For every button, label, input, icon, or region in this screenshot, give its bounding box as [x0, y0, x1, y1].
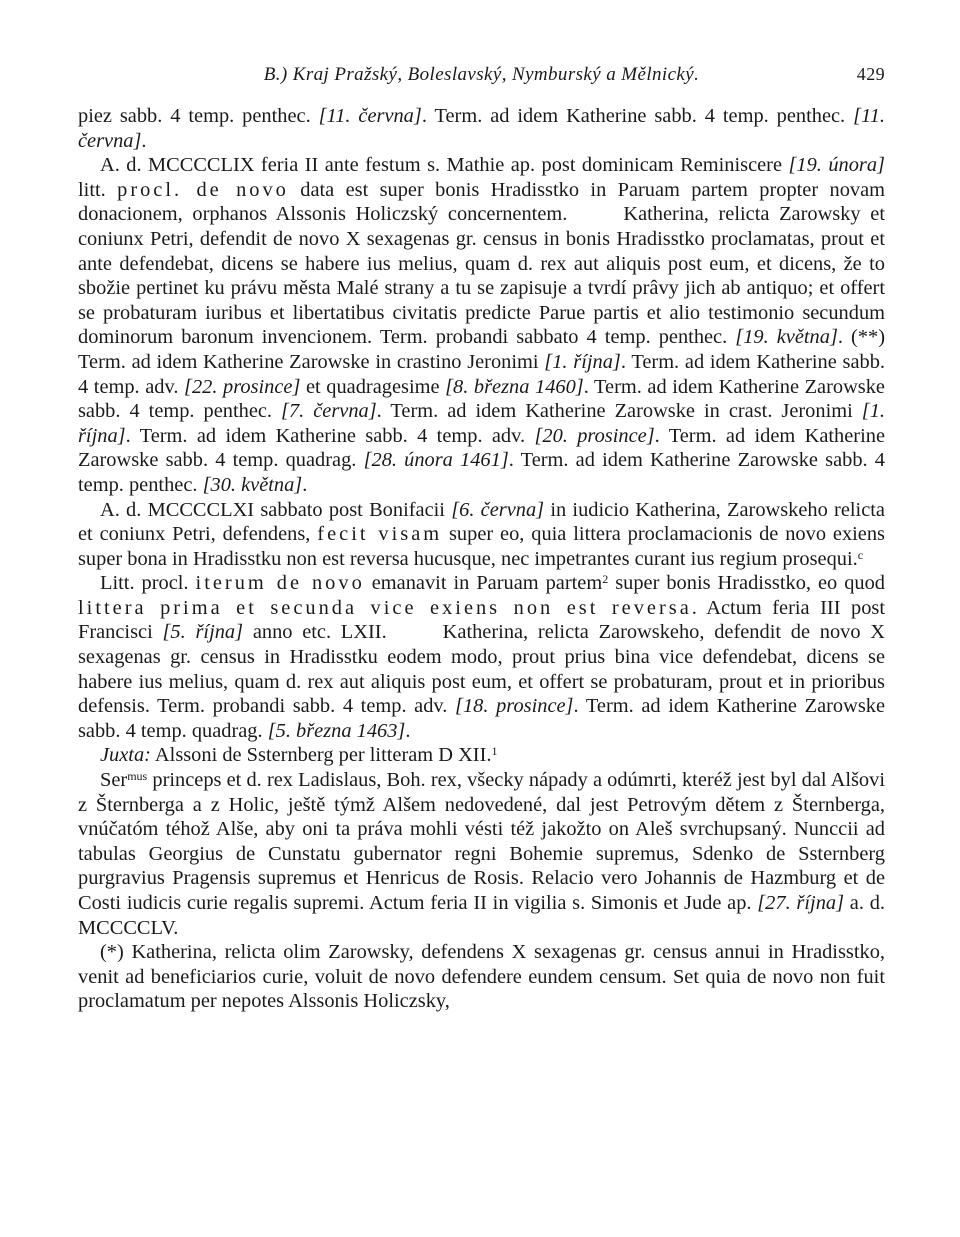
- date-annotation: [11. června]: [318, 105, 422, 127]
- paragraph: A. d. MCCCCLXI sabbato post Bonifacii [6. června] in iudicio Katherina, Zarowskeho relicta et coniunx Petri, defendens, fecit visam super eo, quia littera proclamacionis de novo exiens super bona in Hradisstku non est reversa hucusque, nec impetrantes curant ius regium prosequi.$^c$: [78, 498, 885, 570]
- date-annotation: [19. února]: [788, 154, 885, 177]
- spaced-text: iterum de novo: [195, 572, 365, 595]
- date-annotation: [28. února 1461]: [363, 449, 509, 472]
- date-annotation: [27. října]: [757, 892, 845, 914]
- paragraph: Litt. procl. iterum de novo emanavit in Paruam partem$^2$ super bonis Hradisstko, eo quod littera prima et secunda vice exiens non est reversa. Actum feria III post Francisci [5. října] anno etc. LXII. Katherina, relicta Zarowskeho, defendit de novo X sexagenas gr. census in Hradisstku eodem modo, prout prius bina vice defendebat, dicens se habere ius melius, quam d. rex aut aliquis post eum, et offert se probaturam, prout et in prioribus defensis. Term. probandi sabb. 4 temp. adv. [18. prosince]. Term. ad idem Katherine Zarowske sabb. 4 temp. quadrag. [5. března 1463].: [78, 572, 886, 742]
- spaced-text: fecit visam: [317, 523, 443, 546]
- spaced-text: procl. de novo: [117, 178, 289, 201]
- date-annotation: [22. prosince]: [184, 375, 301, 398]
- footnote-marker: c: [857, 547, 864, 562]
- page: [78, 60, 885, 1014]
- footnote-marker: 2: [602, 572, 609, 587]
- spaced-text: littera prima et secunda vice exiens non est reversa: [78, 596, 692, 619]
- paragraph: (*) Katherina, relicta olim Zarowsky, defendens X sexagenas gr. census annui in Hradisstko, venit ad beneficiarios curie, voluit de novo defendere eundem censum. Set quia de novo non fuit proclamatum per nepotes Alssonis Holiczsky,: [78, 941, 885, 1013]
- date-annotation: [19. května]: [735, 326, 838, 349]
- page-number: 429: [856, 64, 885, 84]
- footnote-marker: 1: [491, 744, 498, 759]
- date-annotation: [1. října]: [78, 400, 885, 447]
- date-annotation: [30. května]: [202, 473, 303, 496]
- body-text: [78, 104, 885, 1014]
- date-annotation: [8. března 1460]: [445, 375, 584, 398]
- paragraph: Ser$^{mus}$ princeps et d. rex Ladislaus, Boh. rex, všecky nápady a odúmrti, kteréž jest byl dal Alšovi z Šternberga a z Holic, ještě týmž Alšem nedovedené, dal jest Petrovým dětem z Šternberga, vnúčatóm téhož Alše, aby oni ta práva mohli vésti též jakožto on Aleš svrchupsaný. Nunccii ad tabulas Georgius de Cunstatu gubernator regni Bohemie supremus, Sdenko de Ssternberg purgravius Pragensis supremus et Henricus de Rosis. Relacio vero Johannis de Hazmburg et de Costi iudicis curie regalis supremi. Actum feria II in vigilia s. Simonis et Jude ap. [27. října] a. d. MCCCCLV.: [78, 769, 885, 939]
- running-head: [78, 60, 885, 94]
- date-annotation: [1. října]: [544, 350, 621, 373]
- date-annotation: [7. června]: [281, 400, 377, 423]
- abbreviation-superscript: mus: [127, 769, 148, 784]
- juxta-label: Juxta:: [100, 744, 151, 767]
- date-annotation: [11. června]: [78, 105, 885, 152]
- date-annotation: [20. prosince]: [534, 424, 655, 447]
- date-annotation: [5. března 1463]: [267, 719, 406, 742]
- running-head-title: B.) Kraj Pražský, Boleslavský, Nymburský a Mělnický.: [263, 64, 700, 85]
- paragraph: Juxta: Alssoni de Ssternberg per litteram D XII.$^1$: [100, 744, 498, 767]
- date-annotation: [5. října]: [162, 621, 244, 644]
- date-annotation: [18. prosince]: [455, 695, 574, 718]
- paragraph: piez sabb. 4 temp. penthec. [11. června]. Term. ad idem Katherine sabb. 4 temp. penthec. [11. června].: [78, 105, 885, 152]
- date-annotation: [6. června]: [451, 498, 545, 521]
- paragraph: A. d. MCCCCLIX feria II ante festum s. Mathie ap. post dominicam Reminiscere [19. února] litt. procl. de novo data est super bonis Hradisstko in Paruam partem propter novam donacionem, orphanos Alssonis Holiczský concernentem. Katherina, relicta Zarowsky et coniunx Petri, defendit de novo X sexagenas gr. census in bonis Hradisstko proclamatas, prout et ante defendebat, dicens se habere ius melius, quam d. rex aut aliquis post eum, et dicens, že to sbožie pertinet ku právu města Malé strany a tu se zapisuje a tvrdí prâvy jich ab antiquo; et offert se probaturam iuribus et libertatibus civitatis predicte Parue partis et alio testimonio secundum dominorum baronum invencionem. Term. probandi sabbato 4 temp. penthec. [19. května]. (**) Term. ad idem Katherine Zarowske in crastino Jeronimi [1. října]. Term. ad idem Katherine sabb. 4 temp. adv. [22. prosince] et quadragesime [8. března 1460]. Term. ad idem Katherine Zarowske sabb. 4 temp. penthec. [7. června]. Term. ad idem Katherine Zarowske in crast. Jeronimi [1. října]. Term. ad idem Katherine sabb. 4 temp. adv. [20. prosince]. Term. ad idem Katherine Zarowske sabb. 4 temp. quadrag. [28. února 1461]. Term. ad idem Katherine Zarowske sabb. 4 temp. penthec. [30. května].: [78, 154, 886, 496]
